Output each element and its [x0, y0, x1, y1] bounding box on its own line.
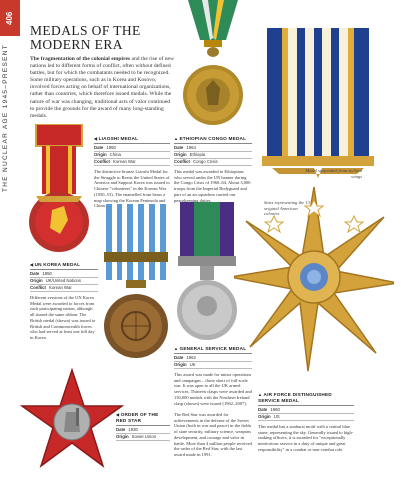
- caption-stars: Stars representing the 13 original American colonies: [264, 200, 310, 216]
- red-star-medal-image: [20, 368, 124, 480]
- general-service-medal-image: [176, 202, 238, 342]
- intro-lead: The fragmentation of the colonial empires: [30, 56, 131, 62]
- intro-body: and the rise of new nations led to different forms of conflict, often without defined battles, but for which the combatants needed to be recognized. Some military operations, such as in Korea and Kosovo, involved forces acting on behalf of international organizations, rather than countries, which therefore issued medals. While the nature of war was changing, traditional acts of valor continued to provide the grounds for the award of many long-standing medals.: [30, 56, 175, 119]
- running-head: THE NUCLEAR AGE 1945–PRESENT: [2, 44, 9, 193]
- air-force-star-medal-image: [234, 182, 394, 382]
- entry-liaoshi: ◀ LIAOSHI MEDAL Date 1950 Origin China Conflict Korean War The distinctive bronze Liaoshi Medal for the Struggle to Resist the United States of America and Support Korea was issued to Chinese "volunteers" in the Korean War (1950–53). The enamelled front bears a map showing the Korean Peninsula and China.: [94, 136, 170, 209]
- entry-red-star: ◀ ORDER OF THE RED STAR Date 1930 Origin Soviet Union: [116, 412, 170, 441]
- triangle-left-icon: ◀: [116, 412, 121, 417]
- un-korea-medal-image: [100, 204, 172, 360]
- entry-general-service: ▲ GENERAL SERVICE MEDAL Date 1962 Origin UK This award was made for minor operations and campaigns – those short of full-scale war. It was open to all the UK armed services. Thirteen clasps were awarded and 130,000 medals with the Northern Ireland clasp (shown) were issued (1962–2007).: [174, 346, 252, 406]
- triangle-left-icon: ◀: [94, 136, 99, 141]
- side-margin: [0, 0, 20, 480]
- triangle-up-icon: ▲: [174, 136, 180, 141]
- entry-air-force: ▲ AIR FORCE DISTINGUISHED SERVICE MEDAL Date 1960 Origin US This medal has a sunburst motif with a central blue stone, representing the sky. Generally issued to high-ranking officers, it is awarded for "exceptionally meritorious service in a duty of unique and great responsibility" in a combat or non-combat role.: [258, 392, 354, 452]
- entry-red-star-desc: The Red Star was awarded for achievements in the defense of the Soviet Union (both in war and peace) in the fields of state security, military science, weapons development, and courage and valor in battle. More than 4 million people received the order of the Red Star, with the last award made in 1991.: [174, 412, 252, 457]
- air-force-ribbon-image: [262, 28, 374, 178]
- triangle-up-icon: ▲: [258, 392, 264, 397]
- page-title: MEDALS OF THE MODERN ERA: [30, 23, 141, 52]
- entry-un-korea: ◀ UN KOREA MEDAL Date 1950 Origin UK/United Nations Conflict Korean War Different versions of the UN Korea Medal were awarded to forces from each participating nation, although all shared the same ribbon. The British medal (shown) was issued to British and Commonwealth forces who had served at least one full day in Korea.: [30, 262, 98, 341]
- triangle-left-icon: ◀: [30, 262, 35, 267]
- intro-paragraph: [30, 56, 175, 120]
- caption-ribbon: Medal suspended from stylized wings: [305, 168, 362, 179]
- entry-ethiopian-congo: ▲ ETHIOPIAN CONGO MEDAL Date 1964 Origin Ethiopia Conflict Congo Crisis This medal was awarded to Ethiopians who served under the UN banner during the Congo Crisis of 1960–64. About 3,000 troops from the Imperial Bodyguard and part of an air squadron carried out peacekeeping duties.: [174, 136, 251, 203]
- triangle-up-icon: ▲: [174, 346, 180, 351]
- ethiopian-congo-medal-image: [178, 0, 248, 132]
- liaoshi-medal-image: [28, 124, 90, 254]
- page-number: 406: [0, 0, 20, 36]
